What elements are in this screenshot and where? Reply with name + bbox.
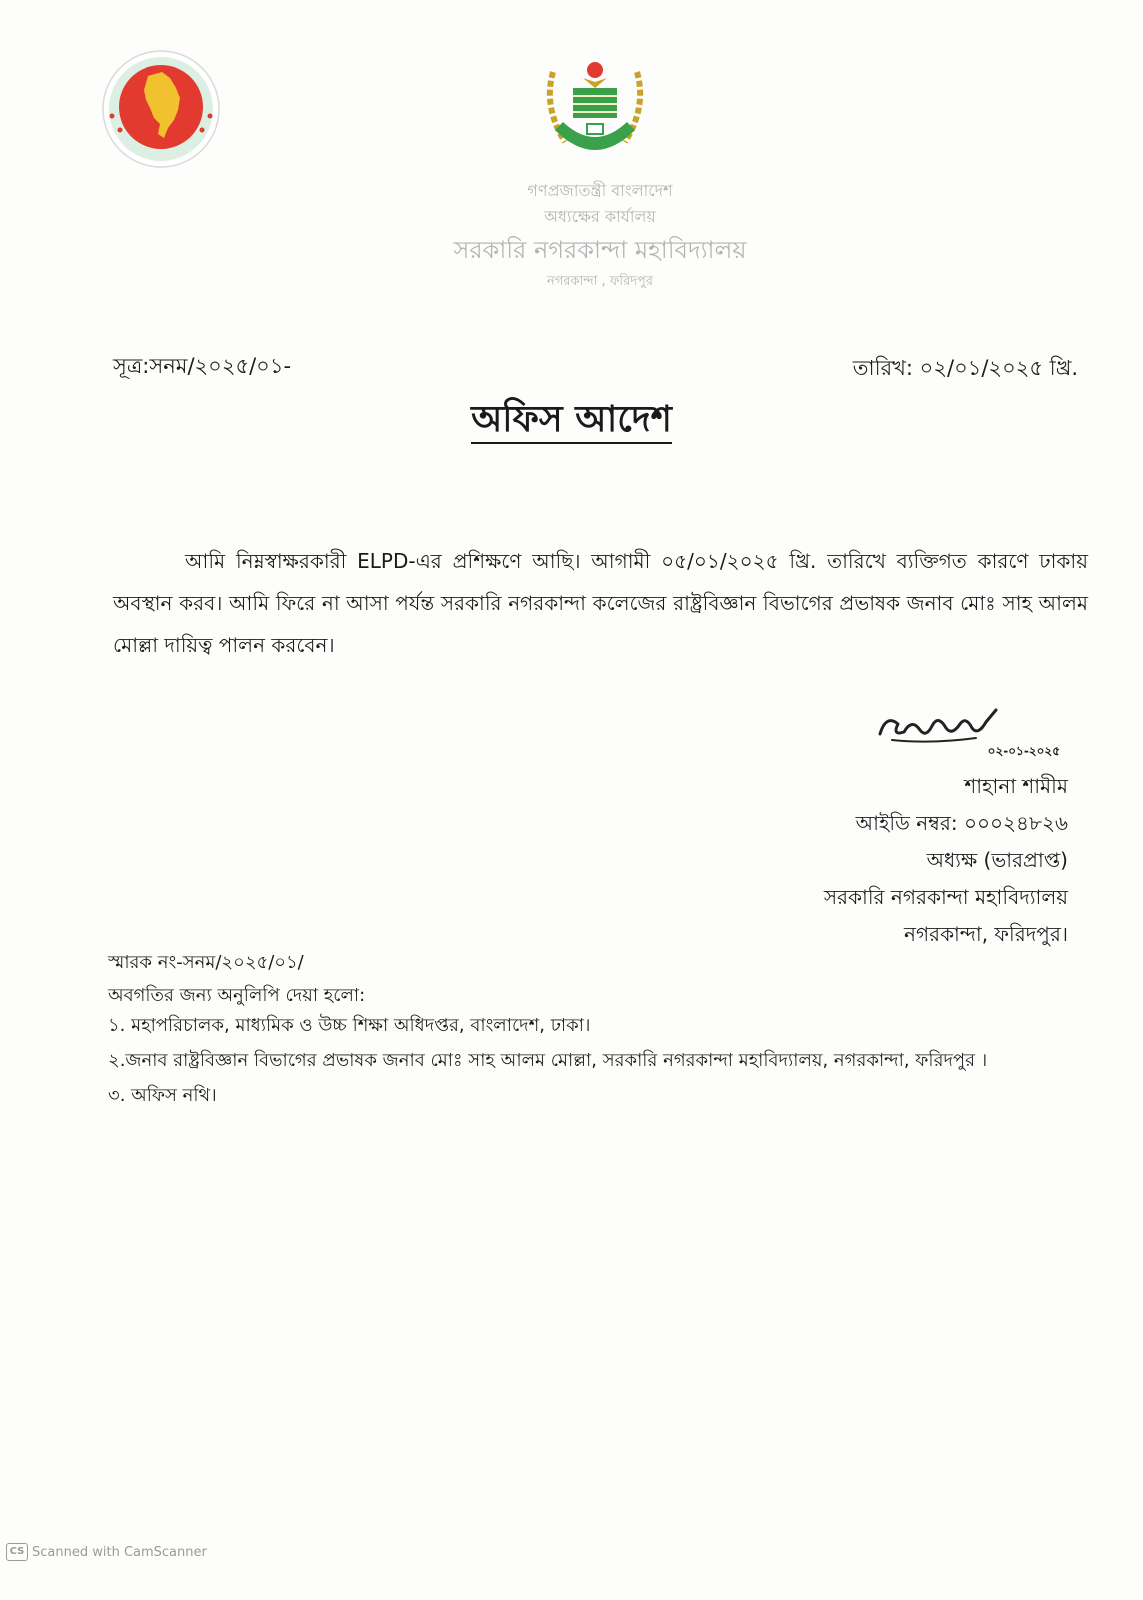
scanner-watermark <box>6 1543 207 1561</box>
order-date: তারিখ: ০২/০১/২০২৫ খ্রি. <box>852 356 1078 380</box>
document-title-text: অফিস আদেশ <box>471 399 672 444</box>
copy-intro: অবগতির জন্য অনুলিপি দেয়া হলো: <box>108 985 366 1006</box>
reference-number: সূত্র:সনম/২০২৫/০১- <box>113 354 292 378</box>
letterhead-address: নগরকান্দা , ফরিদপুর <box>546 274 654 289</box>
signature-date: ০২-০১-২০২৫ <box>987 744 1060 758</box>
handwritten-signature <box>872 704 1012 748</box>
copy-item: ২.জনাব রাষ্ট্রবিজ্ঞান বিভাগের প্রভাষক জনাব মোঃ সাহ আলম মোল্লা, সরকারি নগরকান্দা মহাবিদ্যালয়, নগরকান্দা, ফরিদপুর । <box>108 1050 988 1071</box>
copy-item: ৩. অফিস নথি। <box>108 1085 217 1106</box>
camscanner-logo-icon: CS <box>6 1543 28 1561</box>
signatory-name: শাহানা শামীম <box>964 774 1068 798</box>
letterhead-institution: সরকারি নগরকান্দা মহাবিদ্যালয় <box>453 236 747 264</box>
signatory-designation: অধ্যক্ষ (ভারপ্রাপ্ত) <box>926 848 1068 872</box>
signatory-institution: সরকারি নগরকান্দা মহাবিদ্যালয় <box>823 885 1068 909</box>
copy-item: ১. মহাপরিচালক, মাধ্যমিক ও উচ্চ শিক্ষা অধিদপ্তর, বাংলাদেশ, ঢাকা। <box>108 1015 591 1036</box>
signatory-id: আইডি নম্বর: ০০০২৪৮২৬ <box>855 811 1068 835</box>
bangladesh-government-emblem <box>100 48 222 170</box>
memo-number: স্মারক নং-সনম/২০২৫/০১/ <box>108 952 304 973</box>
letterhead-office: অধ্যক্ষের কার্যালয় <box>544 207 656 226</box>
college-emblem <box>535 52 655 167</box>
letterhead <box>350 178 850 294</box>
document-title <box>0 392 1143 452</box>
letterhead-country: গণপ্রজাতন্ত্রী বাংলাদেশ <box>527 181 673 200</box>
signatory-block <box>608 768 1068 953</box>
copy-list <box>108 1008 1083 1113</box>
order-body: আমি নিম্নস্বাক্ষরকারী ELPD-এর প্রশিক্ষণে আছি। আগামী ০৫/০১/২০২৫ খ্রি. তারিখে ব্যক্তিগত কারণে ঢাকায় অবস্থান করব। আমি ফিরে না আসা পর্যন্ত সরকারি নগরকান্দা কলেজের রাষ্ট্রবিজ্ঞান বিভাগের প্রভাষক জনাব মোঃ সাহ আলম মোল্লা দায়িত্ব পালন করবেন। <box>113 549 1088 657</box>
watermark-text: Scanned with CamScanner <box>32 1544 207 1560</box>
signatory-address: নগরকান্দা, ফরিদপুর। <box>904 922 1068 946</box>
